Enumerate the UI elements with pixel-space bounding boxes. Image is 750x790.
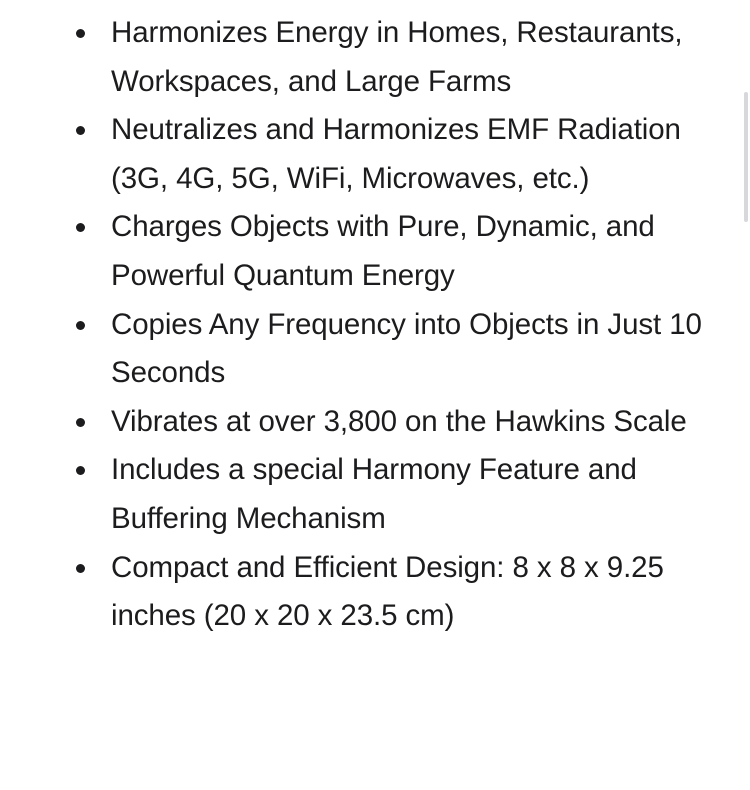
list-item (0, 203, 720, 300)
bullet-icon (76, 564, 85, 573)
list-item (0, 544, 720, 641)
bullet-icon (76, 29, 85, 38)
list-item-text: Charges Objects with Pure, Dynamic, and Powerful Quantum Energy (111, 210, 655, 292)
list-item-text: Vibrates at over 3,800 on the Hawkins Scale (111, 404, 687, 438)
list-item-text: Copies Any Frequency into Objects in Just 10 Seconds (111, 307, 702, 390)
bullet-icon (76, 223, 85, 232)
list-item (0, 106, 720, 203)
list-item (0, 398, 720, 447)
bullet-icon (76, 321, 85, 330)
list-item (0, 9, 720, 106)
bullet-icon (76, 126, 85, 135)
list-item-text: Compact and Efficient Design: 8 x 8 x 9.25 inches (20 x 20 x 23.5 cm) (111, 550, 664, 633)
feature-list (0, 9, 720, 641)
list-item-text: Harmonizes Energy in Homes, Restaurants, Workspaces, and Large Farms (111, 16, 683, 98)
bullet-icon (76, 466, 85, 475)
list-item-text: Includes a special Harmony Feature and Buffering Mechanism (111, 453, 637, 535)
list-item-text: Neutralizes and Harmonizes EMF Radiation (3G, 4G, 5G, WiFi, Microwaves, etc.) (111, 113, 681, 195)
list-item (0, 301, 720, 398)
list-item (0, 446, 720, 543)
scrollbar[interactable] (744, 92, 748, 222)
bullet-icon (76, 418, 85, 427)
